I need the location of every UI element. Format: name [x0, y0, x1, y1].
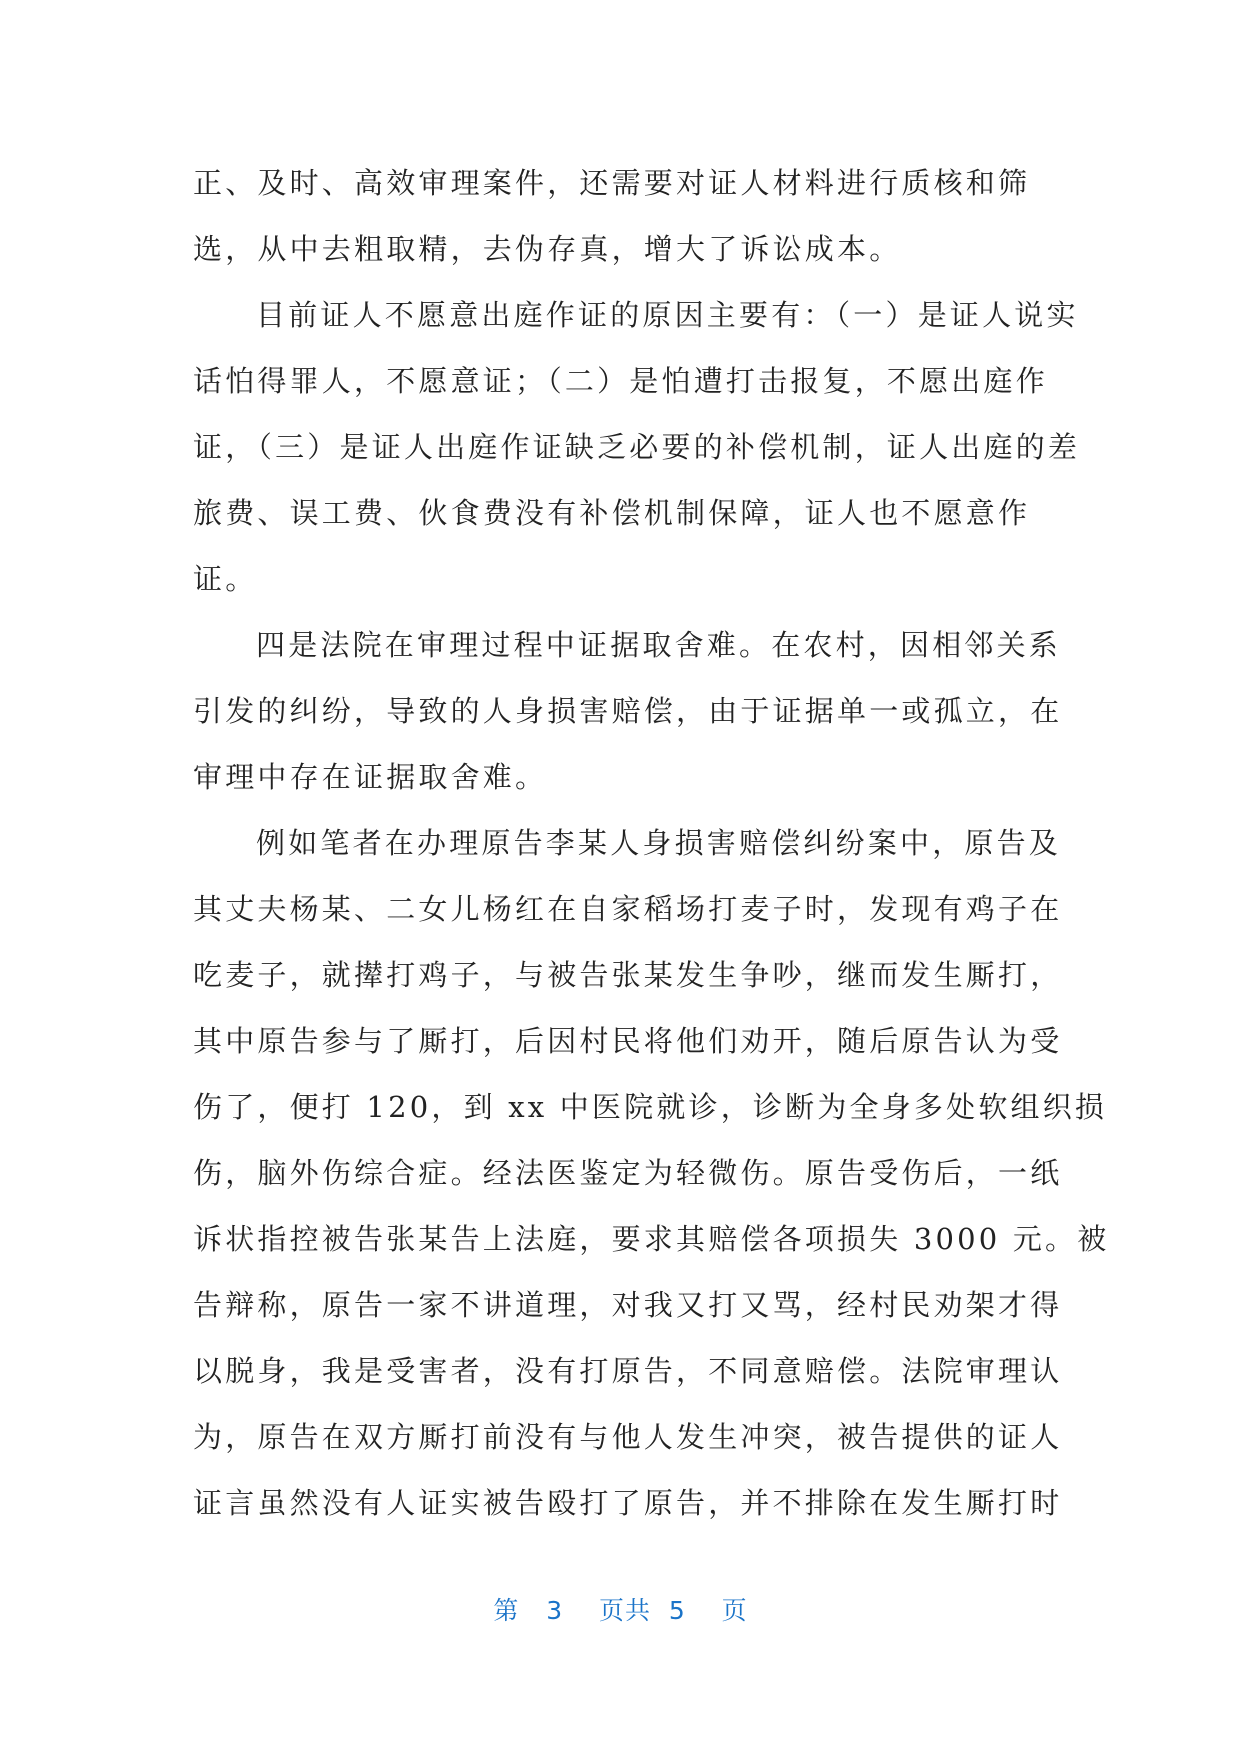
footer-page-number: 3	[546, 1596, 564, 1625]
text-line: 正、及时、高效审理案件，还需要对证人材料进行质核和筛	[193, 166, 1031, 200]
text-line: 其中原告参与了厮打，后因村民将他们劝开，随后原告认为受	[193, 1024, 1063, 1058]
text-line: 以脱身，我是受害者，没有打原告，不同意赔偿。法院审理认	[193, 1354, 1063, 1388]
text-line: 伤，脑外伤综合症。经法医鉴定为轻微伤。原告受伤后，一纸	[193, 1156, 1063, 1190]
footer-middle: 页共	[598, 1596, 651, 1625]
text-line: 证言虽然没有人证实被告殴打了原告，并不排除在发生厮打时	[193, 1486, 1063, 1520]
footer-prefix: 第	[493, 1596, 520, 1625]
text-line: 告辩称，原告一家不讲道理，对我又打又骂，经村民劝架才得	[193, 1288, 1063, 1322]
page-footer	[0, 1591, 1241, 1627]
footer-total-pages: 5	[668, 1596, 686, 1625]
footer-suffix: 页	[721, 1596, 748, 1625]
text-line: 引发的纠纷，导致的人身损害赔偿，由于证据单一或孤立，在	[193, 694, 1063, 728]
text-line: 其丈夫杨某、二女儿杨红在自家稻场打麦子时，发现有鸡子在	[193, 892, 1063, 926]
text-line: 证，（三）是证人出庭作证缺乏必要的补偿机制，证人出庭的差	[193, 430, 1081, 464]
text-line: 证。	[193, 562, 258, 596]
text-line: 选，从中去粗取精，去伪存真，增大了诉讼成本。	[193, 232, 902, 266]
text-line: 审理中存在证据取舍难。	[193, 760, 548, 794]
text-line: 吃麦子，就撵打鸡子，与被告张某发生争吵，继而发生厮打，	[193, 958, 1063, 992]
text-line: 诉状指控被告张某告上法庭，要求其赔偿各项损失 3000 元。被	[193, 1222, 1110, 1256]
text-line: 四是法院在审理过程中证据取舍难。在农村，因相邻关系	[256, 628, 1062, 662]
document-body	[193, 150, 1110, 1536]
text-line: 目前证人不愿意出庭作证的原因主要有：（一）是证人说实	[256, 298, 1079, 332]
text-line: 话怕得罪人，不愿意证；（二）是怕遭打击报复，不愿出庭作	[193, 364, 1048, 398]
text-line: 为，原告在双方厮打前没有与他人发生冲突，被告提供的证人	[193, 1420, 1063, 1454]
text-line: 伤了，便打 120，到 xx 中医院就诊，诊断为全身多处软组织损	[193, 1090, 1108, 1124]
text-line: 例如笔者在办理原告李某人身损害赔偿纠纷案中，原告及	[256, 826, 1062, 860]
text-line: 旅费、误工费、伙食费没有补偿机制保障，证人也不愿意作	[193, 496, 1031, 530]
